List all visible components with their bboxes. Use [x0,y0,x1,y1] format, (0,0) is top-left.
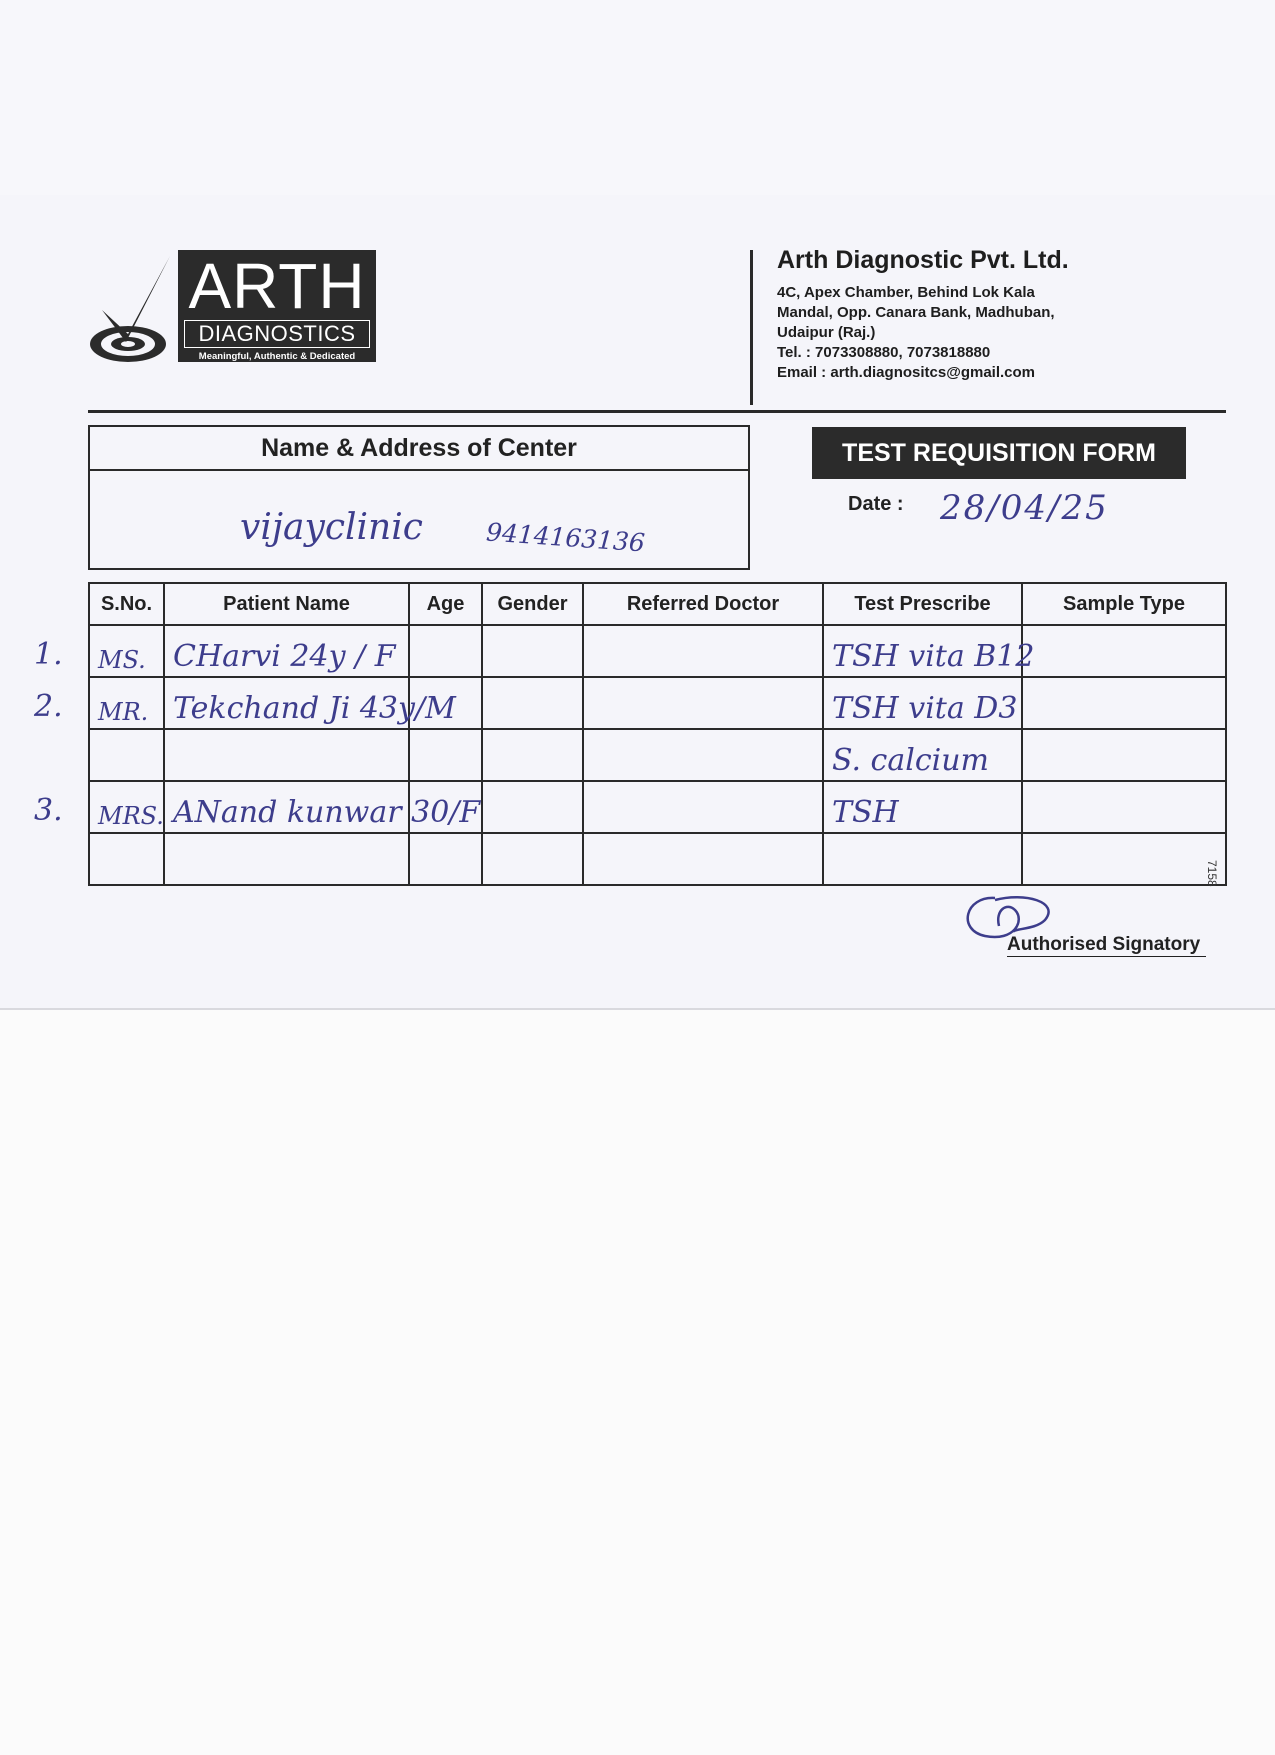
cell-sample [1022,677,1226,729]
cell-test [823,781,1022,833]
serial-number: 7158 [1205,860,1219,887]
cell-patient [164,781,481,833]
logo-tagline: Meaningful, Authentic & Dedicated [198,351,356,362]
title-handwritten: MRS. [98,802,164,830]
cell-age [409,729,482,781]
authorised-signatory-label: Authorised Signatory [1007,934,1206,957]
table-row [89,781,1226,833]
table-row [89,677,1226,729]
header-gender: Gender [482,583,583,625]
row-number: 3. [34,793,63,828]
cell-gender [482,781,583,833]
cell-sample [1022,781,1226,833]
header-sample-type: Sample Type [1022,583,1226,625]
company-info [777,246,1237,383]
cell-doctor [583,625,823,677]
cell-sno [89,729,164,781]
cell-test [823,729,1022,781]
cell-sno [34,625,164,677]
cell-age [409,833,482,885]
table-row [89,833,1226,885]
cell-gender [482,729,583,781]
cell-age [409,677,482,729]
test-handwritten: S. calcium [832,743,990,778]
table-header-row [89,583,1226,625]
cell-doctor [583,833,823,885]
company-name: Arth Diagnostic Pvt. Ltd. [777,246,1069,274]
checkmark-target-icon [88,250,178,365]
logo-wordmark [178,250,376,362]
test-handwritten: TSH vita B12 [832,639,1035,674]
cell-patient [164,625,409,677]
row-number: 1. [34,637,63,672]
header-test-prescribe: Test Prescribe [823,583,1022,625]
center-heading: Name & Address of Center [90,427,748,471]
address-line: Udaipur (Raj.) [777,324,876,341]
header-referred-doctor: Referred Doctor [583,583,823,625]
patient-table [34,582,1227,886]
cell-gender [482,833,583,885]
form-title: TEST REQUISITION FORM [812,427,1186,479]
center-phone-handwritten: 9414163136 [485,517,646,558]
cell-sno [34,781,164,833]
header-patient-name: Patient Name [164,583,409,625]
cell-age [409,625,482,677]
test-handwritten: TSH [832,795,899,830]
row-number: 2. [34,689,63,724]
center-name-handwritten: vijayclinic [240,507,423,548]
cell-doctor [583,677,823,729]
cell-gender [482,677,583,729]
cell-sno [34,677,164,729]
title-handwritten: MR. [98,698,149,726]
cell-sample [1022,729,1226,781]
paper-edge [0,1008,1275,1010]
patient-handwritten: ANand kunwar 30/F [173,795,481,830]
cell-sample [1022,625,1226,677]
patient-handwritten: CHarvi 24y / F [173,639,396,674]
phone-line: Tel. : 7073308880, 7073818880 [777,344,991,361]
header-sno: S.No. [89,583,164,625]
email-line: Email : arth.diagnositcs@gmail.com [777,364,1036,381]
cell-doctor [583,729,823,781]
date-value-handwritten: 28/04/25 [940,488,1109,528]
header-divider [750,250,753,405]
cell-age [409,781,482,833]
cell-sno [89,833,164,885]
scan-blank-area [0,1010,1275,1755]
patient-handwritten: Tekchand Ji 43y/M [173,691,456,726]
table-row [89,625,1226,677]
table-row [89,729,1226,781]
cell-patient [164,677,456,729]
test-handwritten: TSH vita D3 [832,691,1018,726]
cell-sample [1022,833,1226,885]
company-logo [88,250,388,365]
cell-gender [482,625,583,677]
center-address-box [88,425,750,570]
header-age: Age [409,583,482,625]
cell-test [823,833,1022,885]
logo-subtitle: DIAGNOSTICS [184,320,370,348]
cell-test [823,677,1022,729]
address-line: Mandal, Opp. Canara Bank, Madhuban, [777,304,1055,321]
header-rule [88,410,1226,413]
address-line: 4C, Apex Chamber, Behind Lok Kala [777,284,1035,301]
date-label: Date : [848,493,904,515]
title-handwritten: MS. [98,646,146,674]
cell-test [823,625,1035,677]
cell-patient [164,729,409,781]
logo-name: ARTH [188,250,366,322]
cell-patient [164,833,409,885]
cell-doctor [583,781,823,833]
